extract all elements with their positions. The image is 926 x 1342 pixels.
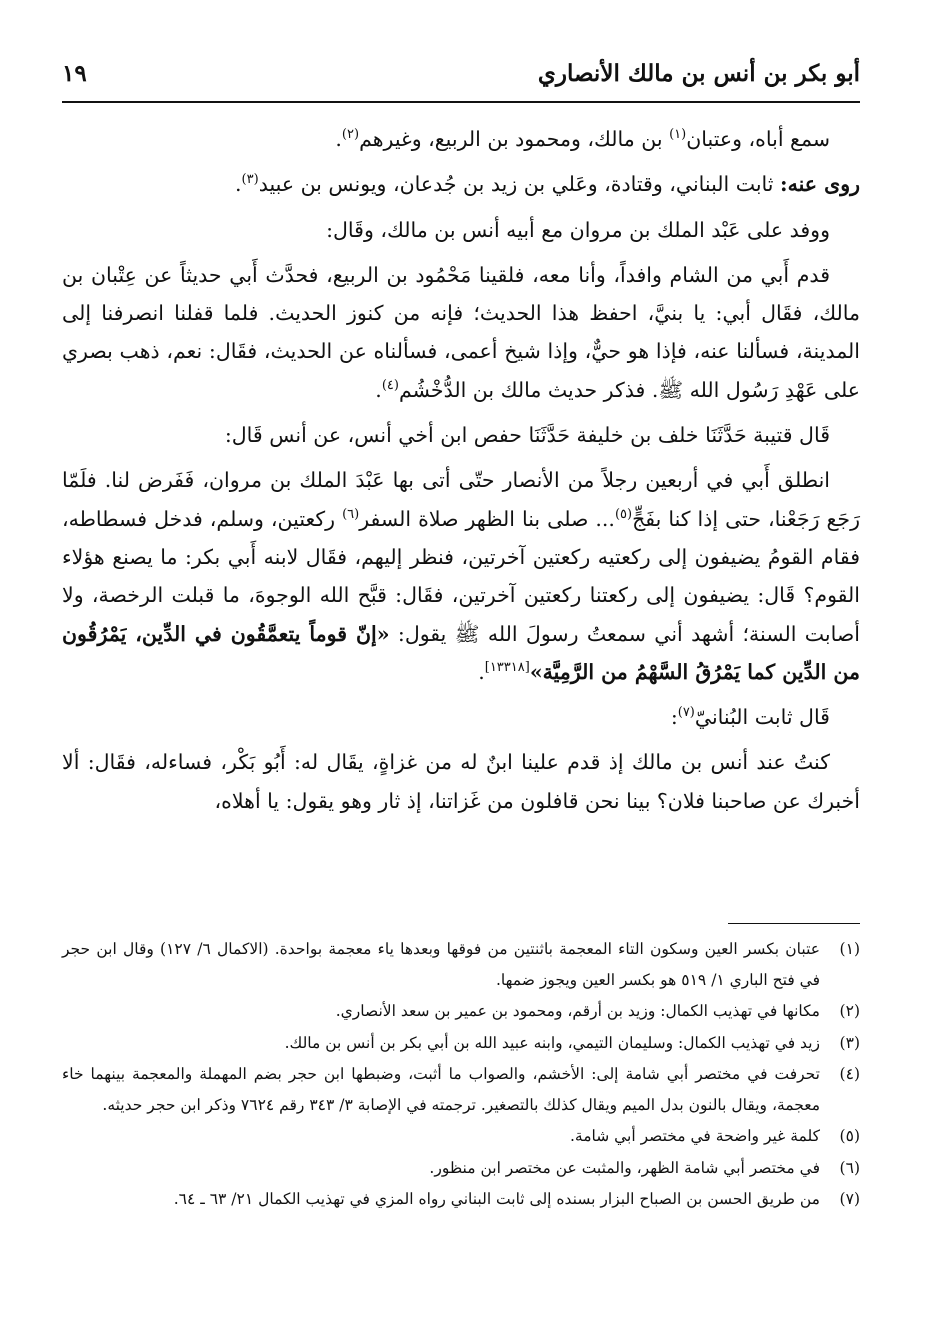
text-run: كنتُ عند أنس بن مالك إذ قدم علينا ابنٌ له من غزاةٍ، يقَال له: أَبُو بَكْر، فساءله، فقَال: ألا أخبرك عن صاحبنا فلان؟ بينا نحن قافلون من غَزاتنا، إذ ثار وهو يقول: يا أهلاه،	[62, 750, 860, 813]
footnote-number: (١)	[839, 940, 860, 958]
text-run: ثابت البناني، وقتادة، وعَلي بن زيد بن جُدعان، ويونس بن عبيد	[258, 172, 781, 197]
text-run: .	[478, 659, 485, 684]
footnote-text: تحرفت في مختصر أبي شامة إلى: الأخشم، والصواب ما أثبت، وضبطها ابن حجر بضم المهملة والمعجمة بينهما خاء معجمة، ويقال بالنون بدل الميم ويقال كذلك بالتصغير. ترجمته في الإصابة ٣/ ٣٤٣ رقم ٧٦٢٤ وذكر ابن حجر حديثه.	[62, 1065, 820, 1114]
paragraph-3	[62, 211, 860, 249]
text-run: .	[335, 127, 342, 151]
text-run: سمع أباه، وعتبان	[686, 127, 830, 151]
hadith-reference: [١٣٣١٨]	[484, 660, 530, 676]
footnote-text: زيد في تهذيب الكمال: وسليمان التيمي، وابنه عبيد الله بن أبي بكر بن أنس بن مالك.	[284, 1033, 820, 1052]
footnotes	[62, 934, 860, 1216]
text-run: بن مالك، ومحمود بن الربيع، وغيرهم	[359, 127, 670, 151]
text-run: .	[235, 172, 242, 197]
narrators-label: روى عنه:	[780, 172, 860, 197]
text-run: ركعتين، وسلم، فدخل فسطاطه، فقام القومُ يضيفون إلى ركعتيه ركعتين آخرتين، فنظر إليهم، فقَال لابنه أَبي بكر: ما يصنع هؤلاء القوم؟ قَال: يضيفون إلى ركعتنا ركعتين آخرتين، فقَال: قبَّح الله الوجوهَ، ما قبلت الرخصة، ولا أصابت السنة؛ أشهد أني سمعتُ رسولَ الله ﷺ يقول:	[62, 506, 860, 646]
footnote-ref-6: (٦)	[342, 506, 360, 522]
footnote-text: من طريق الحسن بن الصباح البزار بسنده إلى ثابت البناني رواه المزي في تهذيب الكمال ٢١/ ٦٣ ـ ٦٤.	[173, 1190, 820, 1208]
footnote-number: (٢)	[839, 1002, 860, 1020]
footnote-number: (٧)	[839, 1190, 860, 1208]
footnote-text: في مختصر أبي شامة الظهر، والمثبت عن مختصر ابن منظور.	[429, 1158, 820, 1177]
page-header	[62, 58, 860, 98]
footnote-ref-5: (٥)	[614, 506, 633, 522]
paragraph-8	[62, 743, 860, 820]
paragraph-1	[62, 120, 860, 158]
footnote-ref-3: (٣)	[241, 172, 259, 188]
footnote-item	[62, 1059, 860, 1120]
footnote-ref-1: (١)	[669, 127, 687, 143]
paragraph-6	[62, 461, 860, 691]
text-run: :	[670, 705, 678, 730]
text-run: ووفد على عَبْد الملك بن مروان مع أبيه أنس بن مالك، وقَال:	[326, 217, 830, 242]
text-run: قَال قتيبة حَدَّثَنَا خلف بن خليفة حَدَّثَنَا حفص ابن أخي أنس، عن أنس قَال:	[224, 423, 830, 448]
footnote-text: مكانها في تهذيب الكمال: وزيد بن أرقم، ومحمود بن عمير بن سعد الأنصاري.	[335, 1002, 820, 1020]
header-rule	[62, 101, 860, 103]
footnote-item	[62, 1184, 860, 1215]
paragraph-5	[62, 416, 860, 454]
footnote-text: كلمة غير واضحة في مختصر أبي شامة.	[569, 1127, 820, 1145]
text-run: ... صلى بنا الظهر صلاة السفر	[359, 506, 615, 531]
text-run: .	[375, 377, 382, 402]
text-run: قَال ثابت البُنانيّ	[694, 705, 830, 730]
footnote-separator	[728, 923, 860, 924]
main-text	[62, 120, 860, 827]
footnote-item	[62, 1028, 860, 1059]
paragraph-narrators	[62, 165, 860, 203]
footnote-item	[62, 934, 860, 995]
paragraph-4	[62, 256, 860, 409]
page-number: ١٩	[62, 60, 87, 87]
footnote-ref-4: (٤)	[381, 377, 399, 393]
text-run: قدم أَبي من الشام وافداً، وأنا معه، فلقينا مَحْمُود بن الربيع، فحدَّث أَبي حديثاً عن عِتْبان بن مالك، فقَال أبي: يا بنيَّ، احفظ هذا الحديث؛ فإنه من كنوز الحديث. فلما قفلنا انصرفنا إلى المدينة، فسألنا عنه، فإذا هو حيٌّ، وإذا شيخ أعمى، فسألناه عن الحديث، فقَال: نعم، ذهب بصري على عَهْدِ رَسُول الله ﷺ. فذكر حديث مالك بن الدُّخْشُم	[62, 262, 860, 402]
hadith-quote: «إنّ قوماً يتعمَّقُون في الدِّين، يَمْرُقُون من الدِّين كما يَمْرُقُ السَّهْمُ من الرَّمِيَّة»	[62, 621, 860, 684]
footnote-item	[62, 1121, 860, 1152]
footnote-number: (٦)	[839, 1158, 860, 1177]
footnote-ref-7: (٧)	[677, 705, 695, 721]
footnote-item	[62, 1153, 860, 1184]
paragraph-7	[62, 698, 860, 736]
footnote-number: (٣)	[839, 1033, 860, 1052]
footnote-ref-2: (٢)	[341, 127, 360, 143]
running-title: أبو بكر بن أنس بن مالك الأنصاري	[537, 60, 860, 87]
footnote-number: (٥)	[839, 1127, 860, 1145]
footnote-text: عتبان بكسر العين وسكون التاء المعجمة باثنتين من فوقها وبعدها ياء معجمة بواحدة. (الاكمال ٦/ ١٢٧) وقال ابن حجر في فتح الباري ١/ ٥١٩ هو بكسر العين ويجوز ضمها.	[62, 940, 821, 989]
footnote-item	[62, 996, 860, 1027]
text-run: انطلق أَبي في أربعين رجلاً من الأنصار حتّى أتى بها عَبْدَ الملك بن مروان، فَفَرض لنا. فلَمّا رَجَع رَجَعْنا، حتى إذا كنا بفَجٍّ	[62, 468, 860, 531]
footnote-number: (٤)	[839, 1065, 860, 1083]
